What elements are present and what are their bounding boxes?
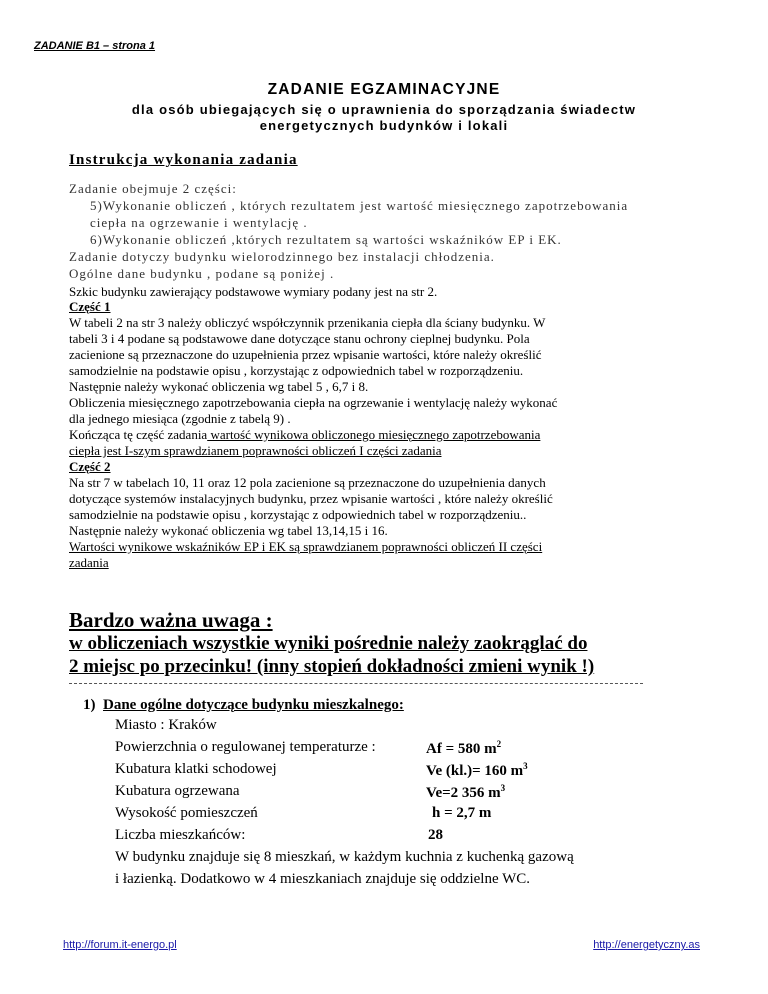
- stair-volume-text: Ve (kl.)= 160 m: [426, 763, 524, 779]
- section-1-title: [83, 697, 404, 714]
- item-5-line-2: ciepła na ogrzewanie i wentylację .: [90, 215, 308, 230]
- part-1-line-9: ciepła jest I-szym sprawdzianem poprawności obliczeń I części zadania: [69, 443, 442, 458]
- part-1-line-3: zacienione są przeznaczone do uzupełnienia przez wpisanie wartości, które należy określić: [69, 347, 542, 362]
- heated-volume-exponent: 3: [500, 783, 506, 793]
- stair-volume-exponent: 3: [523, 761, 528, 771]
- area-exponent: 2: [496, 739, 502, 749]
- part-1-line-2: tabeli 3 i 4 podane są podstawowe dane dotyczące stanu ochrony cieplnej budynku. Pola: [69, 331, 530, 346]
- part-2-line-1: Na str 7 w tabelach 10, 11 oraz 12 pola zacienione są przeznaczone do uzupełnienia danych: [69, 475, 546, 490]
- part-1-line-8a: Kończąca tę część zadania: [69, 427, 208, 442]
- part-2-line-3: samodzielnie na podstawie opisu , korzystając z odpowiednich tabel w rozporządzeniu..: [69, 507, 527, 522]
- part-1-line-1: W tabeli 2 na str 3 należy obliczyć współczynnik przenikania ciepła dla ściany budynku. W: [69, 315, 546, 330]
- residents-label: Liczba mieszkańców:: [115, 827, 246, 843]
- part-2-line-5: Wartości wynikowe wskaźników EP i EK są sprawdzianem poprawności obliczeń II części: [69, 539, 543, 554]
- part-1-line-7: dla jednego miesiąca (zgodnie z tabelą 9) .: [69, 411, 291, 426]
- part-1-line-8: [69, 427, 540, 442]
- section-1-number: 1): [83, 697, 96, 713]
- stair-volume-value: [426, 761, 528, 780]
- item-5-line-1: 5)Wykonanie obliczeń , których rezultatem jest wartość miesięcznego zapotrzebowania: [90, 198, 629, 213]
- heated-volume-text: Ve=2 356 m: [426, 785, 501, 801]
- important-note-heading: Bardzo ważna uwaga :: [69, 608, 273, 632]
- document-title: ZADANIE EGZAMINACYJNE: [267, 81, 501, 98]
- important-note-line-1: w obliczeniach wszystkie wyniki pośrednie należy zaokrąglać do: [69, 633, 588, 654]
- part-1-line-5: Następnie należy wykonać obliczenia wg tabel 5 , 6,7 i 8.: [69, 379, 369, 394]
- heated-volume-value: [426, 783, 505, 802]
- section-1-title-text: Dane ogólne dotyczące budynku mieszkalnego:: [103, 697, 404, 713]
- important-note-line-2: 2 miejsc po przecinku! (inny stopień dokładności zmieni wynik !): [69, 656, 595, 677]
- footer-link-energetyczny[interactable]: http://energetyczny.as: [593, 939, 700, 951]
- heated-volume-label: Kubatura ogrzewana: [115, 783, 240, 799]
- room-height-value: h = 2,7 m: [432, 805, 492, 821]
- area-value-text: Af = 580 m: [426, 741, 497, 757]
- description-line-1: W budynku znajduje się 8 mieszkań, w każdym kuchnia z kuchenką gazową: [115, 849, 574, 865]
- part-2-line-2: dotyczące systemów instalacyjnych budynku, przez wpisanie wartości , które należy określić: [69, 491, 553, 506]
- building-note: Zadanie dotyczy budynku wielorodzinnego bez instalacji chłodzenia.: [69, 249, 495, 264]
- residents-value: 28: [428, 827, 443, 843]
- general-data-note: Ogólne dane budynku , podane są poniżej .: [69, 266, 335, 281]
- sketch-note: Szkic budynku zawierający podstawowe wymiary podany jest na str 2.: [69, 284, 438, 299]
- part-1-heading: Część 1: [69, 299, 111, 314]
- city-line: Miasto : Kraków: [115, 717, 217, 733]
- part-1-line-8b: wartość wynikowa obliczonego miesięcznego zapotrzebowania: [207, 427, 541, 442]
- stair-volume-label: Kubatura klatki schodowej: [115, 761, 277, 777]
- dashed-separator: [69, 683, 643, 684]
- page-header-label: ZADANIE B1 – strona 1: [34, 40, 156, 52]
- part-2-line-6: zadania: [69, 555, 109, 570]
- room-height-label: Wysokość pomieszczeń: [115, 805, 258, 821]
- part-2-heading: Część 2: [69, 459, 111, 474]
- subtitle-line-1: dla osób ubiegających się o uprawnienia do sporządzania świadectw: [131, 102, 637, 117]
- part-2-line-4: Następnie należy wykonać obliczenia wg tabel 13,14,15 i 16.: [69, 523, 388, 538]
- item-6-text: 6)Wykonanie obliczeń ,których rezultatem są wartości wskaźników EP i EK.: [90, 232, 562, 247]
- footer-link-forum[interactable]: http://forum.it-energo.pl: [63, 939, 177, 951]
- description-line-2: i łazienką. Dodatkowo w 4 mieszkaniach znajduje się oddzielne WC.: [115, 871, 531, 887]
- subtitle-line-2: energetycznych budynków i lokali: [259, 118, 509, 133]
- intro-text: Zadanie obejmuje 2 części:: [69, 181, 237, 196]
- instructions-heading: Instrukcja wykonania zadania: [69, 152, 298, 168]
- document-subtitle: [0, 102, 768, 134]
- area-value: [426, 739, 501, 758]
- part-1-line-4: samodzielnie na podstawie opisu , korzystając z odpowiednich tabel w rozporządzeniu.: [69, 363, 524, 378]
- area-label: Powierzchnia o regulowanej temperaturze :: [115, 739, 376, 755]
- part-1-line-6: Obliczenia miesięcznego zapotrzebowania ciepła na ogrzewanie i wentylację należy wykonać: [69, 395, 558, 410]
